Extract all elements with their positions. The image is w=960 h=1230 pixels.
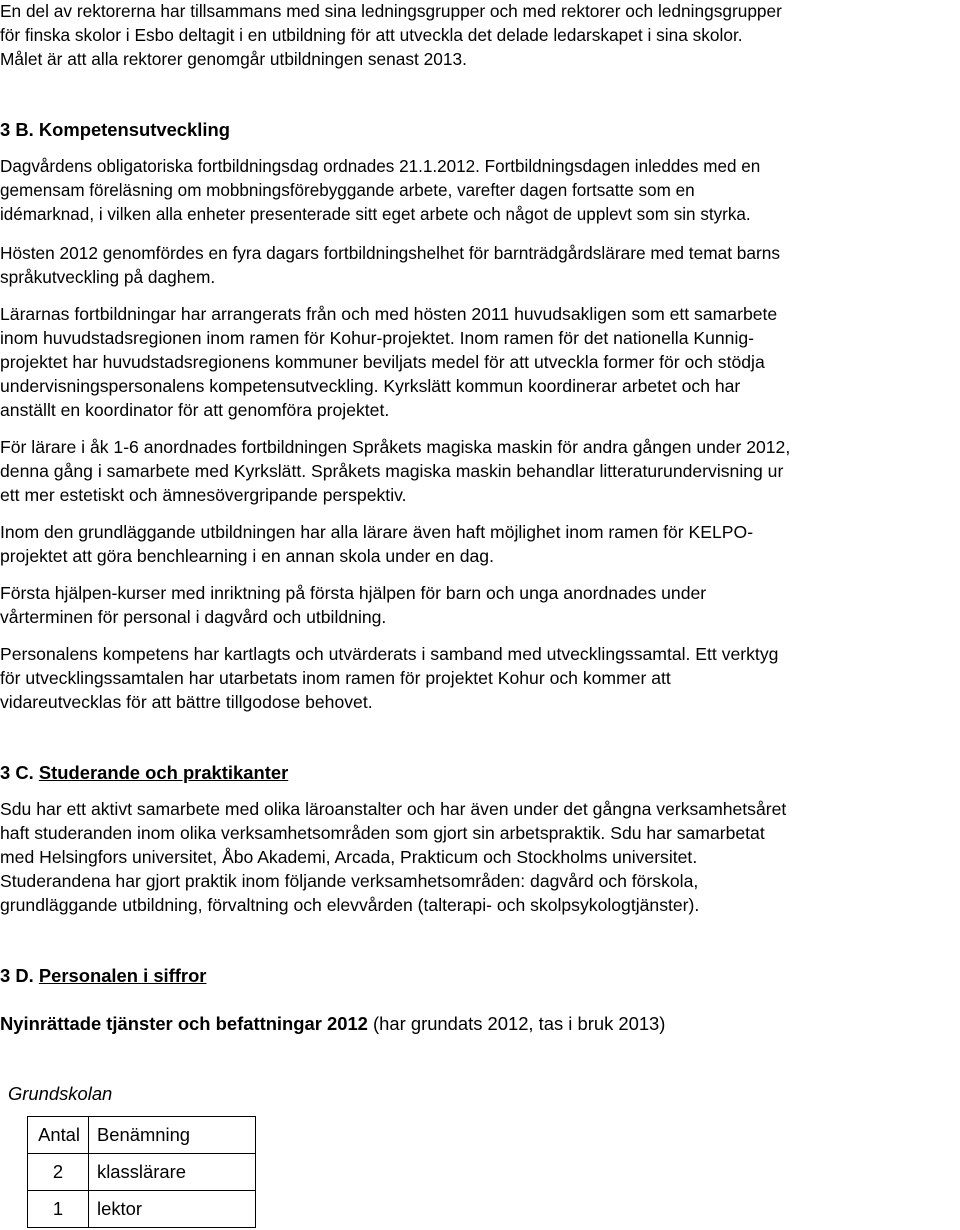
table-cell: lektor <box>89 1191 256 1228</box>
section-3d-number: 3 D. <box>0 965 34 986</box>
table-row <box>28 1191 256 1228</box>
paragraph-line: Studerandena har gjort praktik inom följande verksamhetsområden: dagvård och förskola, <box>0 871 699 891</box>
paragraph-line: För lärare i åk 1-6 anordnades fortbildningen Språkets magiska maskin för andra gången under 2012, <box>0 437 791 457</box>
paragraph-line: anställt en koordinator för att genomföra projektet. <box>0 400 390 420</box>
paragraph-line: projektet har huvudstadsregionens kommuner beviljats medel för att utveckla former för och stödja <box>0 352 765 372</box>
paragraph-line: vårterminen för personal i dagvård och utbildning. <box>0 607 387 627</box>
table-header-row <box>28 1117 256 1154</box>
table-row <box>28 1154 256 1191</box>
paragraph-line: Inom den grundläggande utbildningen har alla lärare även haft möjlighet inom ramen för KELPO- <box>0 522 754 542</box>
intro-line-1: En del av rektorerna har tillsammans med sina ledningsgrupper och med rektorer och ledningsgrupper <box>0 1 782 21</box>
section-3c-title: Studerande och praktikanter <box>38 762 289 783</box>
paragraph-line: vidareutvecklas för att bättre tillgodose behovet. <box>0 692 373 712</box>
paragraph-line: inom huvudstadsregionen inom ramen för Kohur-projektet. Inom ramen för det nationella Kunnig- <box>0 328 755 348</box>
section-3d-heading <box>0 965 206 987</box>
paragraph-line: gemensam föreläsning om mobbningsförebyggande arbete, varefter dagen fortsatte som en <box>0 181 695 200</box>
paragraph-line: Sdu har ett aktivt samarbete med olika läroanstalter och har även under det gångna verksamhetsåret <box>0 799 787 819</box>
table-cell: 2 <box>28 1154 89 1191</box>
paragraph-line: ett mer estetiskt och ämnesövergripande perspektiv. <box>0 485 407 505</box>
paragraph-line: Lärarnas fortbildningar har arrangerats från och med hösten 2011 huvudsakligen som ett samarbete <box>0 304 778 324</box>
section-3c-heading <box>0 762 288 784</box>
paragraph-line: Hösten 2012 genomfördes en fyra dagars fortbildningshelhet för barnträdgårdslärare med temat barns <box>0 243 781 263</box>
paragraph-line: språkutveckling på daghem. <box>0 267 216 287</box>
paragraph-line: undervisningspersonalens kompetensutveckling. Kyrkslätt kommun koordinerar arbetet och har <box>0 376 741 396</box>
intro-line-2: för finska skolor i Esbo deltagit i en utbildning för att utveckla det delade ledarskapet i sina skolor. <box>0 25 743 45</box>
table-caption: Grundskolan <box>8 1083 113 1104</box>
table-header-cell: Benämning <box>89 1117 256 1154</box>
paragraph-line: projektet att göra benchlearning i en annan skola under en dag. <box>0 546 494 566</box>
table-header-cell: Antal <box>28 1117 89 1154</box>
paragraph-line: Personalens kompetens har kartlagts och utvärderats i samband med utvecklingssamtal. Ett verktyg <box>0 644 779 664</box>
section-3c-number: 3 C. <box>0 762 34 783</box>
section-3b-heading: 3 B. Kompetensutveckling <box>0 119 230 140</box>
intro-line-3: Målet är att alla rektorer genomgår utbildningen senast 2013. <box>0 49 467 69</box>
paragraph-line: haft studeranden inom olika verksamhetsområden som gjort sin arbetspraktik. Sdu har samarbetat <box>0 823 765 843</box>
paragraph-line: idémarknad, i vilken alla enheter presenterade sitt eget arbete och något de upplevt som sin styrka. <box>0 205 751 224</box>
section-3d-title: Personalen i siffror <box>38 965 207 986</box>
paragraph-line: denna gång i samarbete med Kyrkslätt. Språkets magiska maskin behandlar litteraturundervisning ur <box>0 461 784 481</box>
table-cell: klasslärare <box>89 1154 256 1191</box>
paragraph-line: grundläggande utbildning, förvaltning och elevvården (talterapi- och skolpsykologtjänster). <box>0 895 700 915</box>
positions-subheading-note: (har grundats 2012, tas i bruk 2013) <box>367 1013 666 1034</box>
positions-table <box>27 1116 256 1228</box>
paragraph-line: Dagvårdens obligatoriska fortbildningsdag ordnades 21.1.2012. Fortbildningsdagen inleddes med en <box>0 157 761 176</box>
paragraph-line: Första hjälpen-kurser med inriktning på första hjälpen för barn och unga anordnades under <box>0 583 707 603</box>
table-cell: 1 <box>28 1191 89 1228</box>
positions-subheading-bold: Nyinrättade tjänster och befattningar 2012 <box>0 1013 368 1034</box>
paragraph-line: med Helsingfors universitet, Åbo Akademi, Arcada, Prakticum och Stockholms universitet. <box>0 847 698 867</box>
paragraph-line: för utvecklingssamtalen har utarbetats inom ramen för projektet Kohur och kommer att <box>0 668 671 688</box>
positions-subheading <box>0 1013 665 1035</box>
